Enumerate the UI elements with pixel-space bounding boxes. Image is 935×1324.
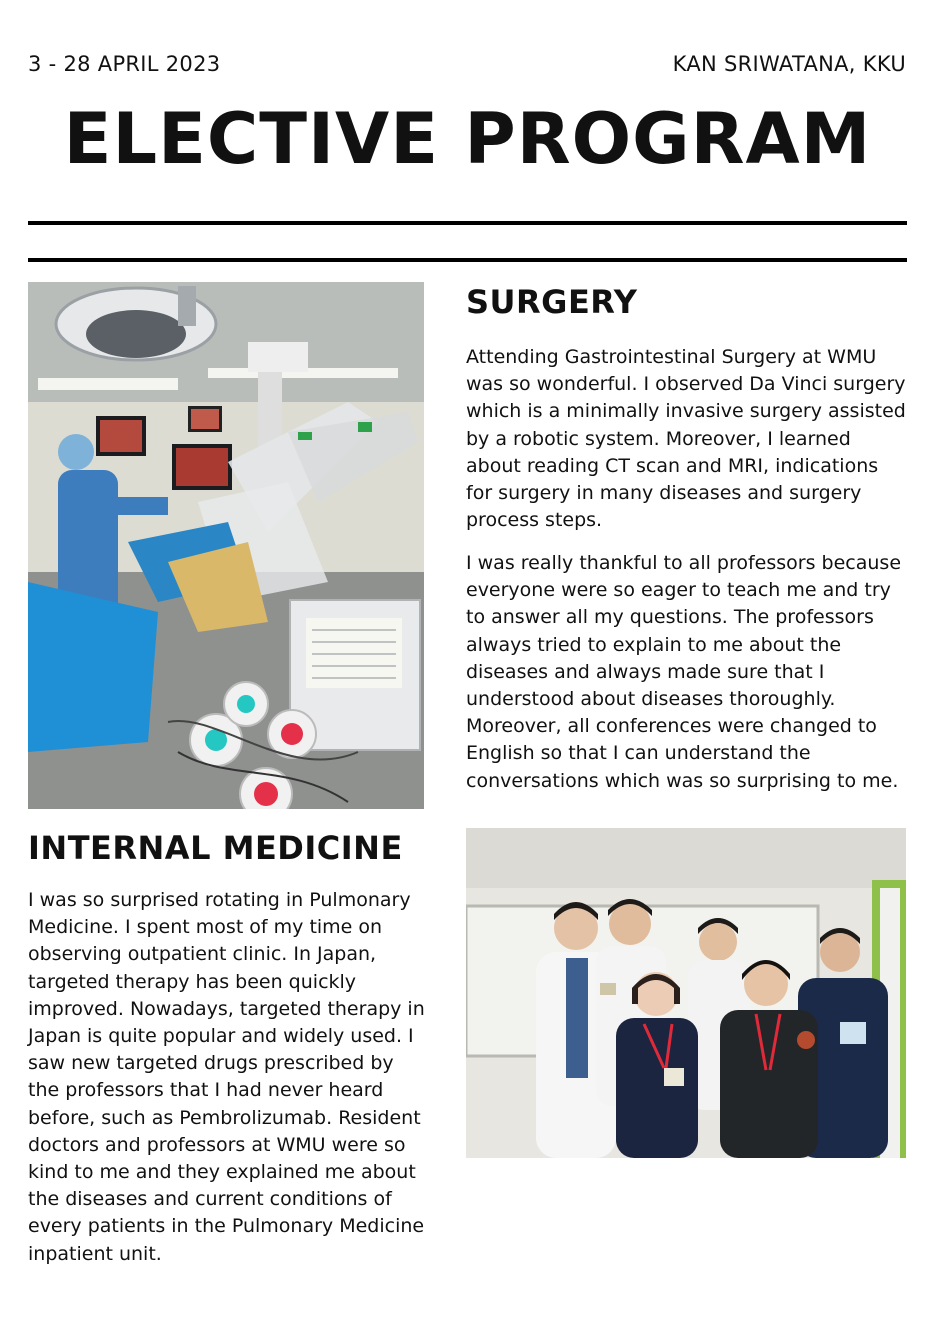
surgery-paragraph-2: I was really thankful to all professors because everyone were so eager to teach me and try to answer all my questions. The professors always tried to explain to me about the diseases and always made sure that I understood about diseases thoroughly. Moreover, all conferences were changed to English so that I can understand the conversations which was so surprising to me. xyxy=(466,552,902,792)
surgery-heading: SURGERY xyxy=(466,283,638,321)
page-title: ELECTIVE PROGRAM xyxy=(63,98,872,180)
team-photo xyxy=(466,828,906,1158)
divider-top xyxy=(28,221,907,225)
internal-medicine-heading: INTERNAL MEDICINE xyxy=(28,829,403,867)
author-label: KAN SRIWATANA, KKU xyxy=(672,52,906,76)
surgery-paragraph-1: Attending Gastrointestinal Surgery at WMU was so wonderful. I observed Da Vinci surgery which is a minimally invasive surgery assisted by a robotic system. Moreover, I learned about reading CT scan and MRI, indications for surgery in many diseases and surgery process steps. xyxy=(466,346,906,532)
internal-medicine-paragraph: I was so surprised rotating in Pulmonary Medicine. I spent most of my time on observing outpatient clinic. In Japan, targeted therapy has been quickly improved. Nowadays, targeted therapy in Japan is quite popular and widely used. I saw new targeted drugs prescribed by the professors that I had never heard before, such as Pembrolizumab. Resident doctors and professors at WMU were so kind to me and they explained me about the diseases and current conditions of every patients in the Pulmonary Medicine inpatient unit. xyxy=(28,889,425,1265)
surgery-photo xyxy=(28,282,424,809)
date-label: 3 - 28 APRIL 2023 xyxy=(28,52,221,76)
divider-bottom xyxy=(28,258,907,262)
